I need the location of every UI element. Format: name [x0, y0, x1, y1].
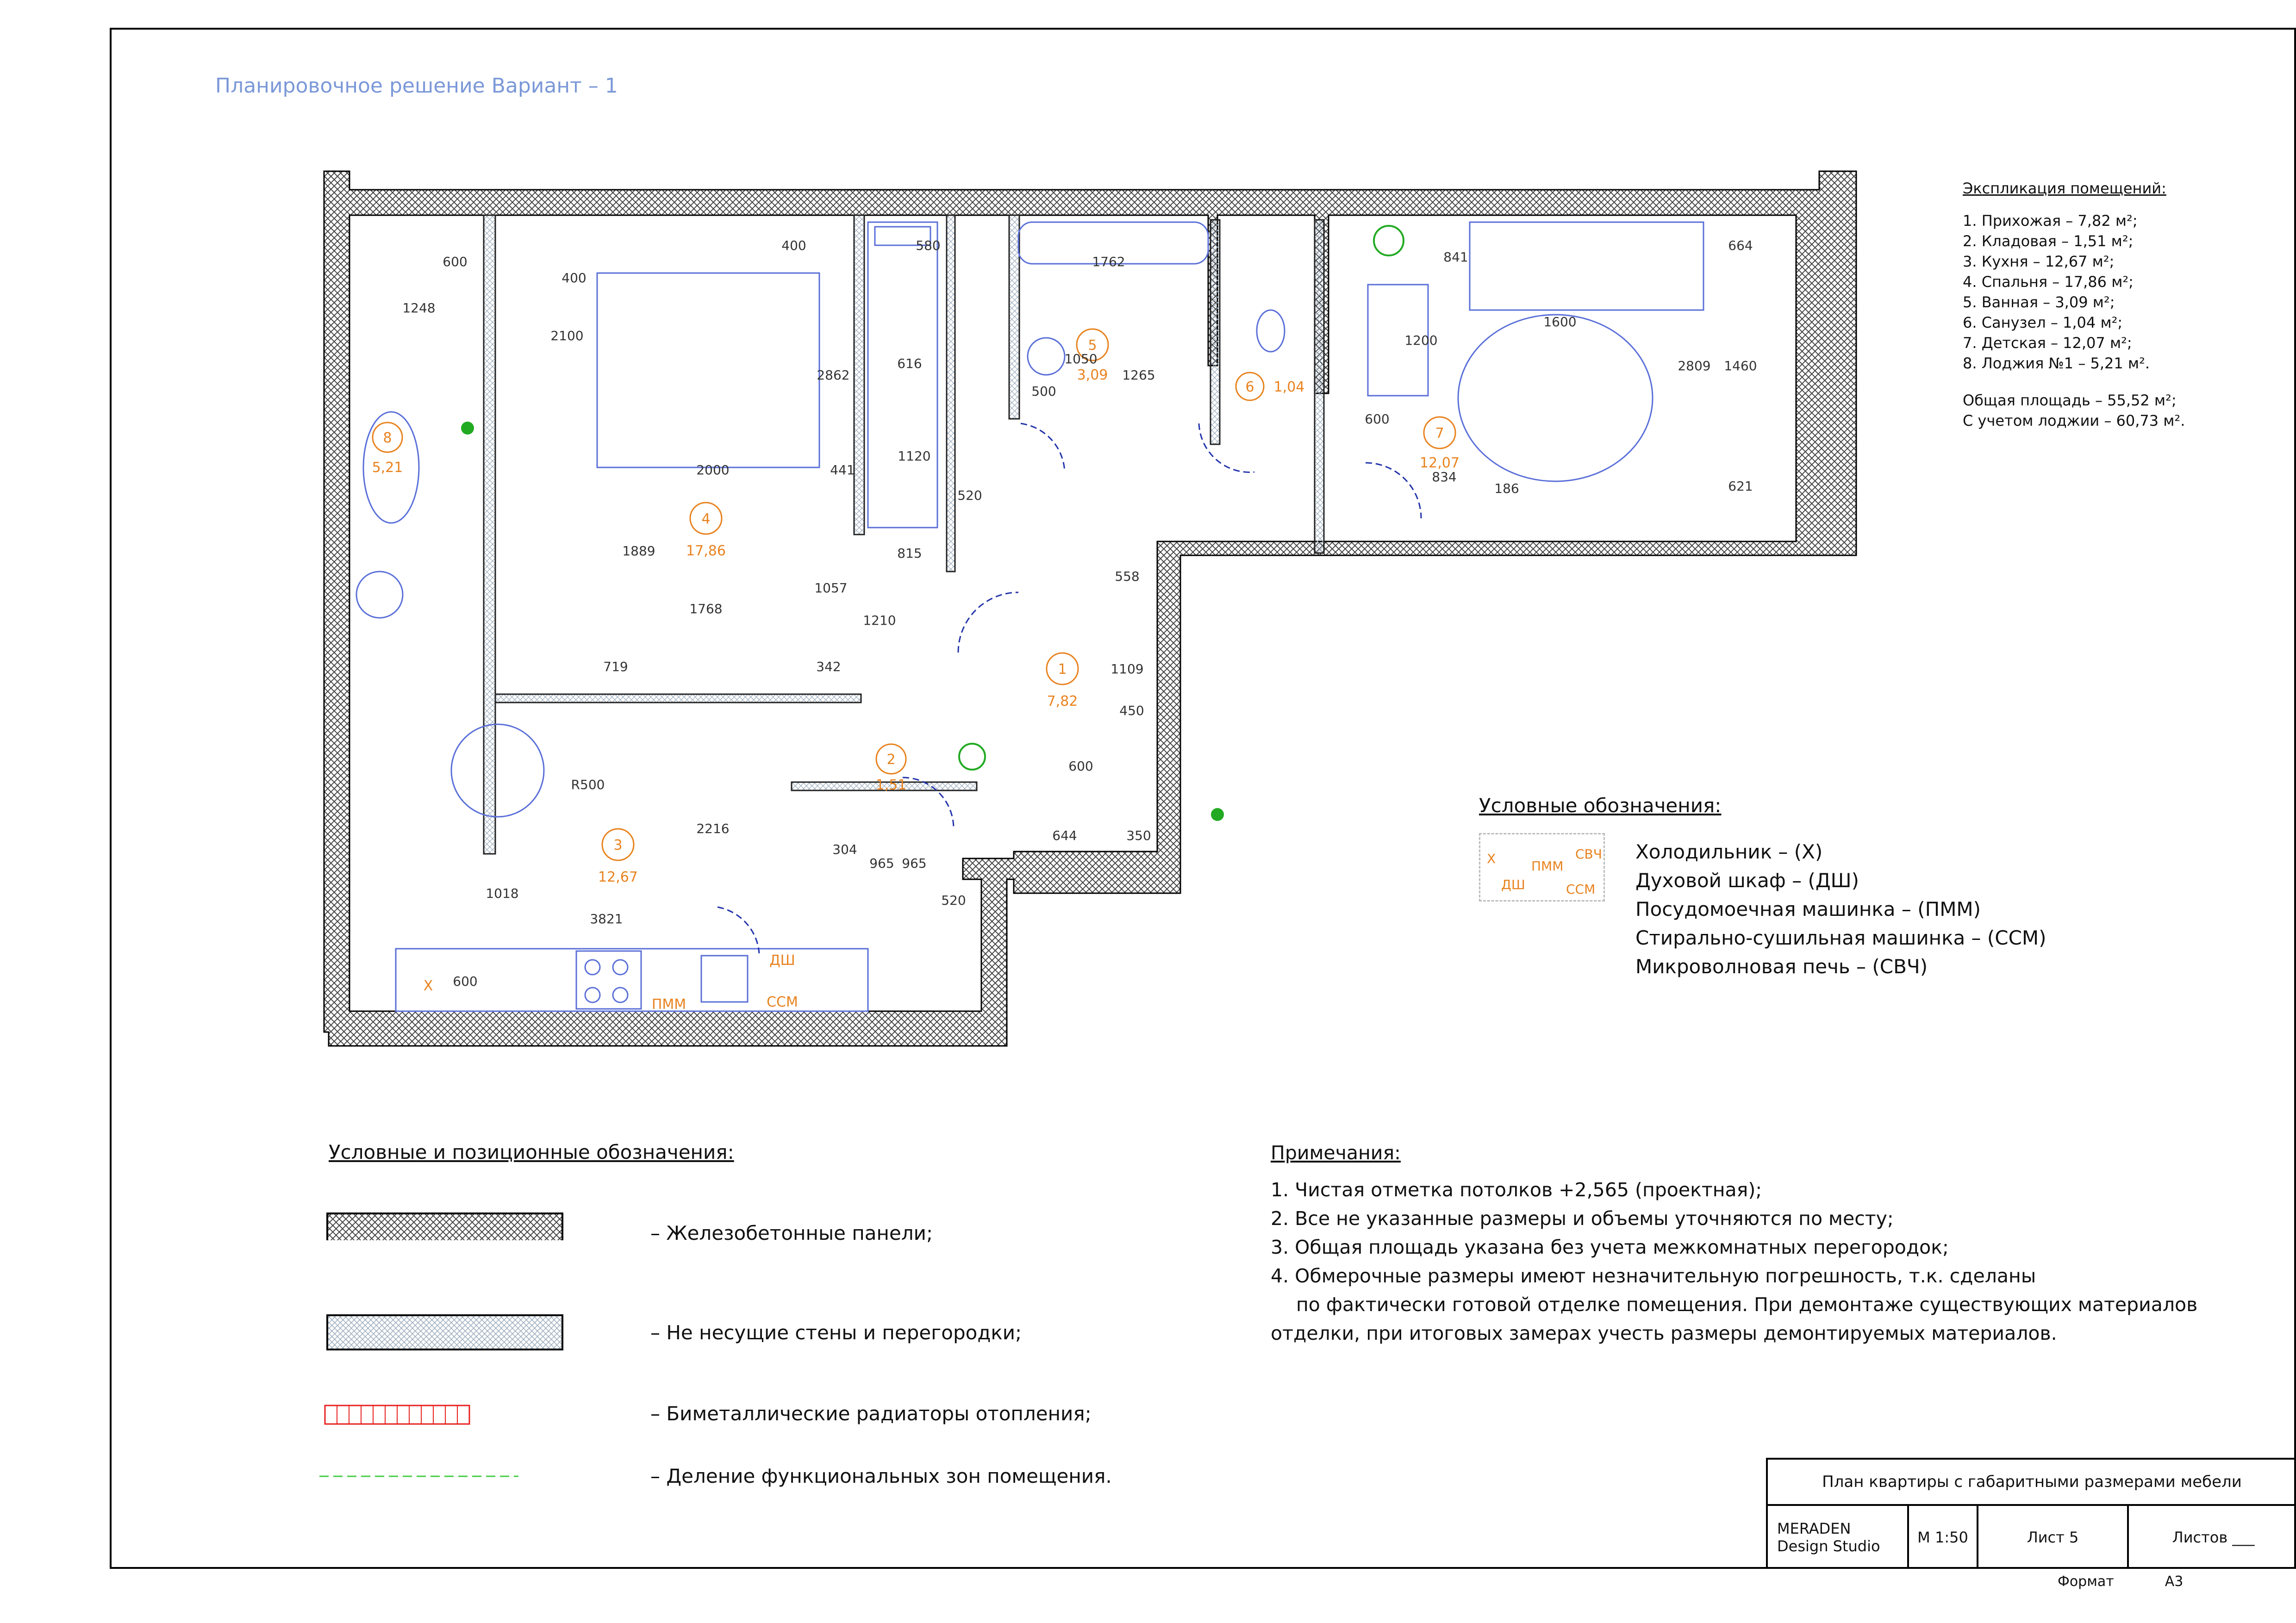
- svg-text:1109: 1109: [1111, 661, 1144, 677]
- svg-text:600: 600: [453, 974, 478, 989]
- svg-text:350: 350: [1126, 828, 1151, 843]
- concrete-panel-swatch: [326, 1213, 567, 1240]
- studio-cell: [1768, 1506, 1909, 1569]
- appliance-legend-item: Духовой шкаф – (ДШ): [1635, 869, 1859, 892]
- room-label-1: [1047, 653, 1078, 709]
- note-item: отделки, при итоговых замерах учесть размеры демонтируемых материалов.: [1271, 1322, 2057, 1344]
- symbols-legend: [329, 1141, 734, 1163]
- legend-partition-label: – Не несущие стены и перегородки;: [650, 1321, 1022, 1344]
- explication-room: 2. Кладовая – 1,51 м²;: [1963, 232, 2134, 250]
- explication-room: 5. Ванная – 3,09 м²;: [1963, 293, 2115, 311]
- zone-division-swatch: [319, 1472, 523, 1481]
- svg-text:815: 815: [897, 546, 922, 561]
- sofa: [1470, 222, 1703, 310]
- svg-text:1600: 1600: [1543, 314, 1577, 330]
- appliance-legend-heading: Условные обозначения:: [1479, 794, 1722, 817]
- note-item: 3. Общая площадь указана без учета межкомнатных перегородок;: [1271, 1236, 1949, 1258]
- title-block: [1766, 1458, 2296, 1569]
- note-item: 4. Обмерочные размеры имеют незначительную погрешность, т.к. сделаны: [1271, 1265, 2036, 1287]
- notes: [1271, 1138, 2197, 1348]
- svg-text:520: 520: [957, 488, 982, 503]
- explication-room: 3. Кухня – 12,67 м²;: [1963, 253, 2115, 270]
- svg-text:ПММ: ПММ: [651, 996, 686, 1013]
- svg-text:1057: 1057: [814, 580, 848, 596]
- svg-text:12,67: 12,67: [598, 869, 638, 885]
- svg-text:1248: 1248: [402, 300, 436, 316]
- svg-text:600: 600: [1365, 411, 1390, 427]
- svg-text:1050: 1050: [1064, 351, 1098, 367]
- note-item: по фактически готовой отделке помещения. При демонтаже существующих материалов: [1296, 1293, 2198, 1316]
- explication-room: 6. Санузел – 1,04 м²;: [1963, 314, 2123, 331]
- svg-text:304: 304: [832, 842, 857, 857]
- svg-text:5,21: 5,21: [372, 460, 403, 476]
- partitions: [484, 215, 1324, 854]
- room-label-3: [598, 829, 638, 885]
- legend-zone-label: – Деление функциональных зон помещения.: [650, 1465, 1112, 1487]
- svg-text:441: 441: [830, 462, 855, 478]
- svg-text:1: 1: [1058, 661, 1067, 678]
- rug: [1458, 315, 1653, 481]
- toilet: [1257, 310, 1285, 352]
- format: [2058, 1573, 2183, 1590]
- svg-text:ССМ: ССМ: [767, 994, 798, 1010]
- room-label-4: [686, 503, 726, 559]
- explication-heading: Экспликация помещений:: [1963, 180, 2166, 197]
- svg-text:965: 965: [869, 856, 894, 871]
- partition-swatch: [326, 1314, 567, 1351]
- svg-text:500: 500: [1031, 384, 1056, 399]
- svg-text:1,51: 1,51: [875, 777, 907, 793]
- svg-text:1460: 1460: [1724, 358, 1757, 373]
- svg-text:342: 342: [816, 659, 841, 674]
- svg-text:1210: 1210: [863, 613, 896, 628]
- note-item: 2. Все не указанные размеры и объемы уточняются по месту;: [1271, 1207, 1894, 1230]
- svg-text:1120: 1120: [898, 448, 931, 464]
- format-label: Формат: [2058, 1573, 2114, 1590]
- appliance-legend-item: Микроволновая печь – (СВЧ): [1635, 955, 1928, 978]
- note-item: 1. Чистая отметка потолков +2,565 (проектная);: [1271, 1179, 1762, 1201]
- svg-text:1018: 1018: [486, 886, 519, 901]
- room-label-6: [1236, 373, 1304, 400]
- plan-title: Планировочное решение Вариант – 1: [215, 74, 618, 98]
- svg-text:965: 965: [902, 856, 927, 871]
- svg-text:719: 719: [603, 659, 628, 674]
- notes-heading: Примечания:: [1271, 1142, 1401, 1164]
- svg-text:7,82: 7,82: [1047, 693, 1078, 709]
- svg-text:450: 450: [1119, 703, 1144, 718]
- room-label-7: [1420, 417, 1460, 471]
- svg-text:2809: 2809: [1678, 358, 1711, 373]
- svg-text:2: 2: [886, 752, 896, 768]
- svg-text:8: 8: [383, 430, 392, 446]
- appliance-codes: [424, 952, 798, 1013]
- svg-text:12,07: 12,07: [1420, 455, 1460, 471]
- explication-room: 8. Лоджия №1 – 5,21 м².: [1963, 354, 2150, 372]
- svg-text:186: 186: [1494, 481, 1519, 496]
- svg-text:400: 400: [781, 238, 806, 253]
- explication-room: 7. Детская – 12,07 м²;: [1963, 334, 2132, 352]
- svg-text:1200: 1200: [1404, 333, 1438, 348]
- svg-text:834: 834: [1432, 469, 1457, 485]
- appliance-legend-item: Холодильник – (Х): [1635, 840, 1823, 863]
- svg-text:ДШ: ДШ: [769, 952, 795, 969]
- appliance-legend-item: Стирально-сушильная машинка – (ССМ): [1635, 927, 2046, 949]
- svg-text:6: 6: [1245, 379, 1254, 395]
- svg-text:1768: 1768: [689, 601, 723, 616]
- svg-text:1762: 1762: [1092, 254, 1125, 269]
- svg-text:600: 600: [443, 254, 468, 269]
- bed: [597, 273, 819, 467]
- explication-room: 4. Спальня – 17,86 м²;: [1963, 273, 2134, 291]
- concrete-walls: [324, 171, 1856, 1046]
- svg-text:1,04: 1,04: [1273, 379, 1305, 395]
- svg-text:7: 7: [1435, 425, 1444, 442]
- appliance-symbol-box: Х ПММ СВЧ ДШ ССМ: [1479, 833, 1605, 902]
- svg-text:520: 520: [941, 893, 966, 908]
- svg-text:664: 664: [1728, 238, 1753, 253]
- sheet-count: Листов ___: [2172, 1529, 2255, 1546]
- svg-text:3821: 3821: [590, 911, 623, 927]
- room-label-2: [876, 744, 907, 793]
- svg-text:621: 621: [1728, 479, 1753, 494]
- format-value: А3: [2165, 1573, 2184, 1590]
- sheet-number: Лист 5: [1978, 1506, 2129, 1569]
- svg-text:2100: 2100: [550, 328, 584, 343]
- svg-text:644: 644: [1052, 828, 1077, 843]
- svg-text:3,09: 3,09: [1077, 367, 1108, 383]
- legend-radiator-label: – Биметаллические радиаторы отопления;: [650, 1402, 1092, 1425]
- svg-text:R500: R500: [571, 777, 605, 792]
- room-labels: [372, 329, 1460, 885]
- studio-subtitle: Design Studio: [1777, 1537, 1880, 1555]
- explication: [1963, 178, 2185, 431]
- explication-total: Общая площадь – 55,52 м²;: [1963, 392, 2177, 409]
- studio-name: MERADEN: [1777, 1520, 1851, 1537]
- appliance-legend-item: Посудомоечная машинка – (ПММ): [1635, 898, 1981, 920]
- explication-room: 1. Прихожая – 7,82 м²;: [1963, 212, 2138, 230]
- svg-text:17,86: 17,86: [686, 543, 726, 559]
- room-label-8: [372, 423, 403, 476]
- radiator-swatch: [324, 1405, 472, 1428]
- svg-text:1889: 1889: [622, 543, 655, 559]
- svg-text:3: 3: [613, 837, 623, 853]
- round-table: [451, 724, 544, 817]
- svg-text:841: 841: [1443, 249, 1468, 265]
- svg-text:2000: 2000: [696, 462, 730, 478]
- sheet-title: План квартиры с габаритными размерами мебели: [1768, 1460, 2296, 1506]
- appliance-legend: [1479, 791, 2046, 978]
- svg-text:1265: 1265: [1122, 367, 1155, 383]
- svg-text:616: 616: [897, 356, 922, 371]
- svg-text:5: 5: [1088, 337, 1097, 354]
- svg-text:2216: 2216: [696, 821, 730, 836]
- svg-text:2862: 2862: [817, 367, 850, 383]
- svg-text:600: 600: [1068, 759, 1093, 774]
- scale: М 1:50: [1909, 1506, 1978, 1569]
- svg-text:558: 558: [1115, 569, 1140, 584]
- svg-text:580: 580: [916, 238, 941, 253]
- symbols-legend-heading: Условные и позиционные обозначения:: [329, 1141, 734, 1163]
- explication-total-loggia: С учетом лоджии – 60,73 м².: [1963, 412, 2185, 429]
- svg-text:400: 400: [562, 270, 586, 286]
- svg-text:4: 4: [701, 511, 711, 527]
- svg-text:Х: Х: [423, 978, 433, 994]
- legend-concrete-label: – Железобетонные панели;: [650, 1222, 933, 1244]
